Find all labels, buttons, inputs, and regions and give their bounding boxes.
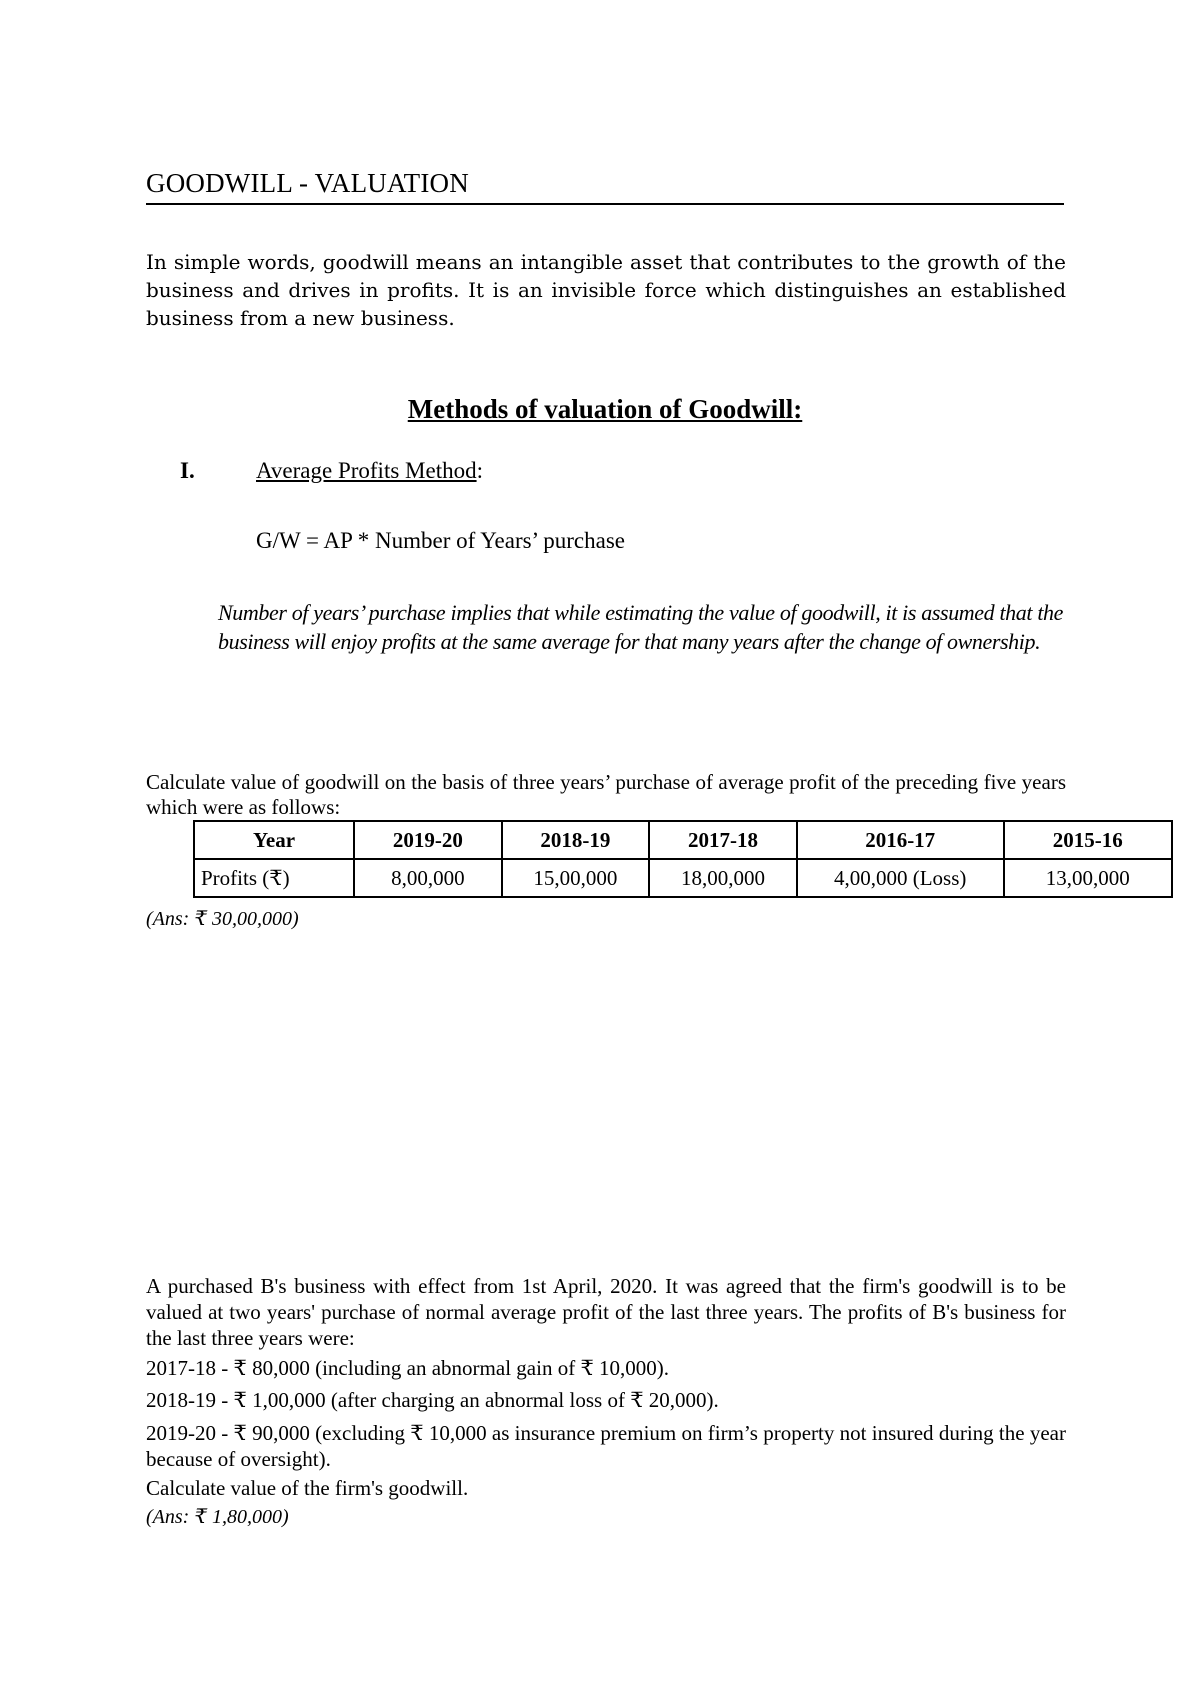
- page-title: GOODWILL - VALUATION: [146, 168, 469, 198]
- question2-instruction: Calculate value of the firm's goodwill.: [146, 1476, 469, 1500]
- question2-line-2017-18: 2017-18 - ₹ 80,000 (including an abnormal gain of ₹ 10,000).: [146, 1356, 670, 1380]
- table-header-cell: 2017-18: [649, 821, 797, 859]
- table-header-cell: Year: [194, 821, 354, 859]
- question2-line-2018-19: 2018-19 - ₹ 1,00,000 (after charging an abnormal loss of ₹ 20,000).: [146, 1388, 719, 1412]
- methods-heading: Methods of valuation of Goodwill:: [407, 394, 803, 424]
- table-cell: Profits (₹): [194, 859, 354, 897]
- table-cell: 18,00,000: [649, 859, 797, 897]
- table-cell: 8,00,000: [354, 859, 502, 897]
- method-title: [256, 458, 483, 484]
- table-header-cell: 2016-17: [797, 821, 1004, 859]
- title-underline: [146, 203, 1064, 205]
- table-header-row: [194, 821, 1172, 859]
- table-row: [194, 859, 1172, 897]
- question2-intro: A purchased B's business with effect from 1st April, 2020. It was agreed that the firm's goodwill is to be valued at two years' purchase of normal average profit of the last three years. The profits of B's business for the last three years were:: [146, 1274, 1066, 1350]
- profits-table: [193, 820, 1173, 898]
- question2-line-2019-20: 2019-20 - ₹ 90,000 (excluding ₹ 10,000 as insurance premium on firm’s property not insured during the year because of oversight).: [146, 1421, 1066, 1471]
- method-note: Number of years’ purchase implies that while estimating the value of goodwill, it is assumed that the business will enjoy profits at the same average for that many years after the change of ownership.: [218, 600, 1063, 654]
- table-cell: 15,00,000: [502, 859, 650, 897]
- table-header-cell: 2019-20: [354, 821, 502, 859]
- table-cell: 4,00,000 (Loss): [797, 859, 1004, 897]
- intro-paragraph: In simple words, goodwill means an intangible asset that contributes to the growth of the business and drives in profits. It is an invisible force which distinguishes an established business from a new business.: [146, 250, 1066, 330]
- goodwill-formula: G/W = AP * Number of Years’ purchase: [256, 528, 625, 553]
- table-header-cell: 2018-19: [502, 821, 650, 859]
- question1-answer: (Ans: ₹ 30,00,000): [146, 908, 299, 930]
- table-cell: 13,00,000: [1004, 859, 1172, 897]
- question1-text: Calculate value of goodwill on the basis of three years’ purchase of average profit of the preceding five years which were as follows:: [146, 770, 1066, 819]
- question2-answer: (Ans: ₹ 1,80,000): [146, 1506, 289, 1528]
- table-header-cell: 2015-16: [1004, 821, 1172, 859]
- method-title-colon: :: [476, 458, 483, 483]
- method-numeral: I.: [180, 458, 195, 483]
- method-title-text: Average Profits Method: [256, 458, 477, 483]
